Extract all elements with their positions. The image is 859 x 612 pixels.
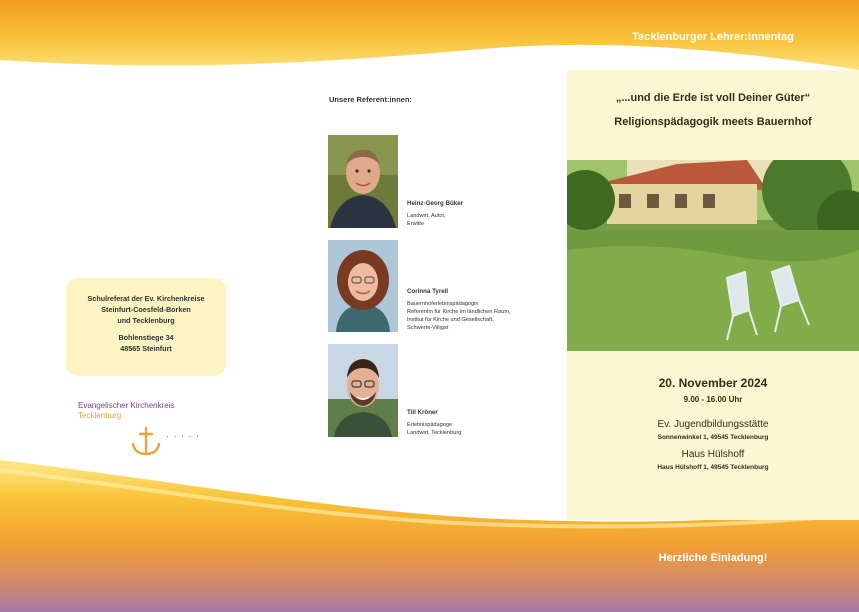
event-subtitle: Religionspädagogik meets Bauernhof (614, 116, 812, 128)
speaker-description: Bauernhoferlebnispädagogin Referentin für Kirche im ländlichen Raum, Institut für Kirche und Gesellschaft, Schwerte-Villigst (407, 301, 511, 331)
anchor-icon (129, 424, 163, 458)
address-street: Bohlenstiege 34 (118, 333, 174, 342)
speaker-description: Erlebnispädagoge Landwirt, Tecklenburg (407, 422, 462, 436)
logo-text-line2: Tecklenburg (78, 411, 122, 420)
speaker-photo-heinz-georg (328, 135, 398, 228)
invitation-text: Herzliche Einladung! (658, 552, 768, 564)
farm-photo (567, 160, 859, 351)
venue-1-address: Sonnenwinkel 1, 49545 Tecklenburg (657, 434, 769, 441)
address-city: 48565 Steinfurt (120, 344, 172, 353)
address-line-1: Schulreferat der Ev. Kirchenkreise (87, 294, 205, 303)
speaker-photo-corinna (328, 240, 398, 332)
speaker-name: Heinz-Georg Büker (407, 200, 464, 207)
event-date: 20. November 2024 (658, 376, 768, 390)
logo-text-line1: Evangelischer Kirchenkreis (78, 401, 175, 410)
venue-1-name: Ev. Jugendbildungsstätte (657, 419, 769, 430)
address-box (66, 278, 226, 376)
speaker-description: Landwirt, Autor, Erwitte (407, 213, 446, 227)
speaker-name: Till Kröner (407, 409, 438, 416)
event-time: 9.00 - 16.00 Uhr (683, 395, 743, 404)
address-line-3: und Tecklenburg (117, 316, 175, 325)
venue-2-name: Haus Hülshoff (681, 449, 745, 460)
event-series-title: Tecklenburger Lehrer:innentag (632, 31, 794, 43)
event-quote: „...und die Erde ist voll Deiner Güter“ (615, 92, 811, 104)
venue-2-address: Haus Hülshoff 1, 49545 Tecklenburg (657, 464, 769, 471)
address-line-2: Steinfurt-Coesfeld-Borken (101, 305, 191, 314)
speakers-heading: Unsere Referent:innen: (329, 95, 412, 104)
speaker-photo-till (328, 344, 398, 437)
logo-dots: · · · · · (166, 431, 200, 441)
event-year: 2024 (700, 52, 726, 64)
speaker-name: Corinna Tyrell (407, 288, 449, 295)
